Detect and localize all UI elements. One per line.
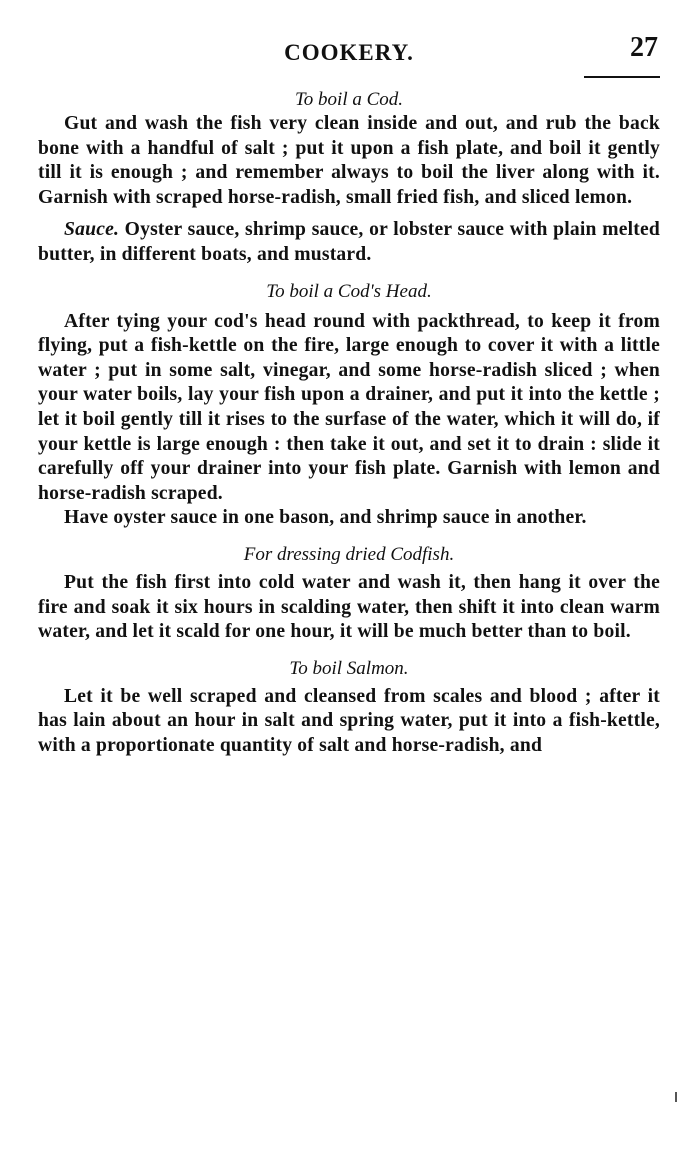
- sauce-label: Sauce.: [64, 219, 120, 241]
- running-head: COOKERY.: [284, 40, 414, 65]
- sauce-text: Oyster sauce, shrimp sauce, or lobster sauce with plain melted butter, in different boats, and mustard.: [38, 219, 660, 265]
- recipe-title: To boil Salmon.: [289, 657, 409, 679]
- recipe-dried-codfish: [38, 543, 660, 645]
- recipe-paragraph: Gut and wash the fish very clean inside and out, and rub the back bone with a handful of salt ; put it upon a fish plate, and boil it gently till it is enough ; and remember always to boil the liver along with it. Garnish with scraped horse-radish, small fried fish, and sliced lemon.: [38, 113, 660, 208]
- page-header: [38, 30, 660, 76]
- recipe-boil-cods-head: [38, 280, 660, 531]
- recipe-paragraph: Have oyster sauce in one bason, and shrimp sauce in another.: [64, 507, 587, 529]
- book-page: [38, 30, 660, 758]
- recipe-boil-cod: [38, 88, 660, 268]
- paper-speck-icon: [674, 1092, 678, 1102]
- header-rule: [584, 76, 660, 78]
- recipe-paragraph: Put the fish first into cold water and wash it, then hang it over the fire and soak it six hours in scalding water, then shift it into clean warm water, and let it scald for one hour, it will be much better than to boil.: [38, 571, 660, 643]
- recipe-boil-salmon: [38, 657, 660, 759]
- recipe-title: To boil a Cod's Head.: [266, 280, 432, 302]
- recipe-paragraph: After tying your cod's head round with packthread, to keep it from flying, put a fish-kettle on the fire, large enough to cover it with a little water ; put in some salt, vinegar, and some horse-radish sliced ; when your water boils, lay your fish upon a drainer, and put it into the kettle ; let it boil gently till it rises to the surfase of the water, which it will do, if your kettle is large enough : then take it out, and set it to drain : slide it carefully off your drainer into your fish plate. Garnish with lemon and horse-radish scraped.: [38, 310, 660, 504]
- recipe-paragraph: Let it be well scraped and cleansed from scales and blood ; after it has lain about an hour in salt and spring water, put it into a fish-kettle, with a proportionate quantity of salt and horse-radish, and: [38, 685, 660, 756]
- sauce-paragraph: [38, 218, 660, 267]
- page-number: 27: [630, 32, 658, 63]
- recipe-title: To boil a Cod.: [294, 89, 404, 110]
- recipe-title: For dressing dried Codfish.: [243, 543, 455, 565]
